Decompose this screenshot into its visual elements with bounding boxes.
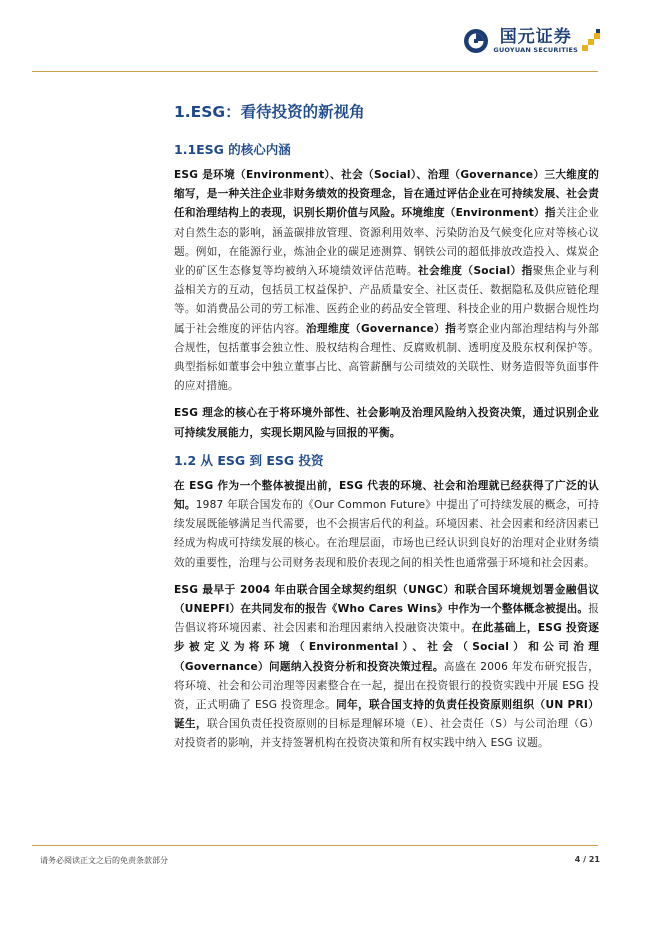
- logo-english-name: GUOYUAN SECURITIES: [493, 46, 578, 54]
- text-run: 关注企业对自然生态的影响，涵盖碳排放管理、资源利用效率、污染防治及气候变化应对等核心议题。例如，在能源行业，炼油企业的碳足迹测算、钢铁公司的超低排放改造投入、煤炭企业的矿区生态修复等均被纳入环境绩效评估范畴。: [174, 207, 599, 278]
- text-run: 聚焦企业与利益相关方的互动，包括员工权益保护、产品质量安全、社区责任、数据隐私及供应链伦理等。如消费品公司的劳工标准、医药企业的药品安全管理、科技企业的用户数据合规性均属于社会维度的评估内容。: [174, 265, 599, 335]
- logo-chinese-name: 国元证券: [499, 27, 572, 47]
- paragraph-esg-origins: [174, 477, 599, 573]
- header-divider: [32, 71, 598, 72]
- footer-divider: [32, 845, 598, 846]
- bold-text-run: 社会维度（Social）指: [418, 265, 533, 278]
- subsection-title-investment: 1.2 从 ESG 到 ESG 投资: [174, 452, 324, 468]
- bold-text-run: ESG 最早于 2004 年由联合国全球契约组织（UNGC）和联合国环境规划署金融倡议（UNEPFI）在共同发布的报告《Who Cares Wins》中作为一个整体概念被提出。: [174, 583, 599, 616]
- subsection-title-core: 1.1ESG 的核心内涵: [174, 142, 291, 157]
- bold-text-run: 同年，联合国支持的负责任投资原则组织（UN PRI）诞生，: [174, 699, 599, 731]
- text-run: 报告倡议将环境因素、社会因素和治理因素纳入投融资决策中。: [174, 603, 599, 635]
- paragraph-esg-definition: [174, 166, 599, 396]
- footer-disclaimer: 请务必阅读正文之后的免责条款部分: [40, 856, 168, 865]
- document-body: [174, 100, 599, 762]
- bold-text-run: ESG 是环境（Environment）、社会（Social）、治理（Governance）三大维度的缩写，是一种关注企业非财务绩效的投资理念，旨在通过评估企业在可持续发展、社会责任和治理结构上的表现，识别长期价值与风险。: [174, 169, 599, 220]
- company-logo: [463, 28, 602, 54]
- bold-text-run: ESG 理念的核心在于将环境外部性、社会影响及治理风险纳入投资决策，通过识别企业可持续发展能力，实现长期风险与回报的平衡。: [174, 407, 599, 439]
- bold-text-run: 治理维度（Governance）指: [306, 322, 457, 335]
- bold-text-run: 在此基础上，ESG 投资逐步被定义为将环境（Environmental）、社会（Social）和公司治理（Governance）问题纳入投资分析和投资决策过程。: [174, 622, 599, 673]
- text-run: 高盛在 2006 年发布研究报告，将环境、社会和公司治理等因素整合在一起，提出在投资银行的投资实践中开展 ESG 投资，正式明确了 ESG 投资理念。: [174, 660, 599, 712]
- bold-text-run: 在 ESG 作为一个整体被提出前，ESG 代表的环境、社会和治理就已经获得了广泛的认知。: [174, 479, 599, 512]
- bold-text-run: 环境维度（Environment）指: [401, 207, 556, 220]
- text-run: 联合国负责任投资原则的目标是理解环境（E）、社会责任（S）与公司治理（G）对投资者的影响，并支持签署机构在投资决策和所有权实践中纳入 ESG 议题。: [174, 718, 599, 750]
- paragraph-esg-history: [174, 581, 599, 754]
- section-title: 1.ESG：看待投资的新视角: [174, 103, 365, 121]
- logo-emblem-icon: [463, 28, 489, 54]
- text-run: 考察企业内部治理结构与外部合规性，包括董事会独立性、股权结构合理性、反腐败机制、透明度及股东权利保护等。典型指标如董事会中独立董事占比、高管薪酬与公司绩效的关联性、财务造假等负面事件的应对措施。: [174, 322, 599, 393]
- paragraph-esg-core-idea: [174, 404, 599, 442]
- page-number: 4 / 21: [574, 855, 600, 864]
- text-run: 1987 年联合国发布的《Our Common Future》中提出了可持续发展的概念，可持续发展既能够满足当代需要，也不会损害后代的利益。环境因素、社会因素和经济因素已经成为构成可持续发展的核心。在治理层面，市场也已经认识到良好的治理对企业财务绩效的重要性，治理与公司财务表现和股价表现之间的相关性也通常强于环境和社会因素。: [174, 499, 599, 569]
- logo-stairs-icon: [582, 29, 602, 53]
